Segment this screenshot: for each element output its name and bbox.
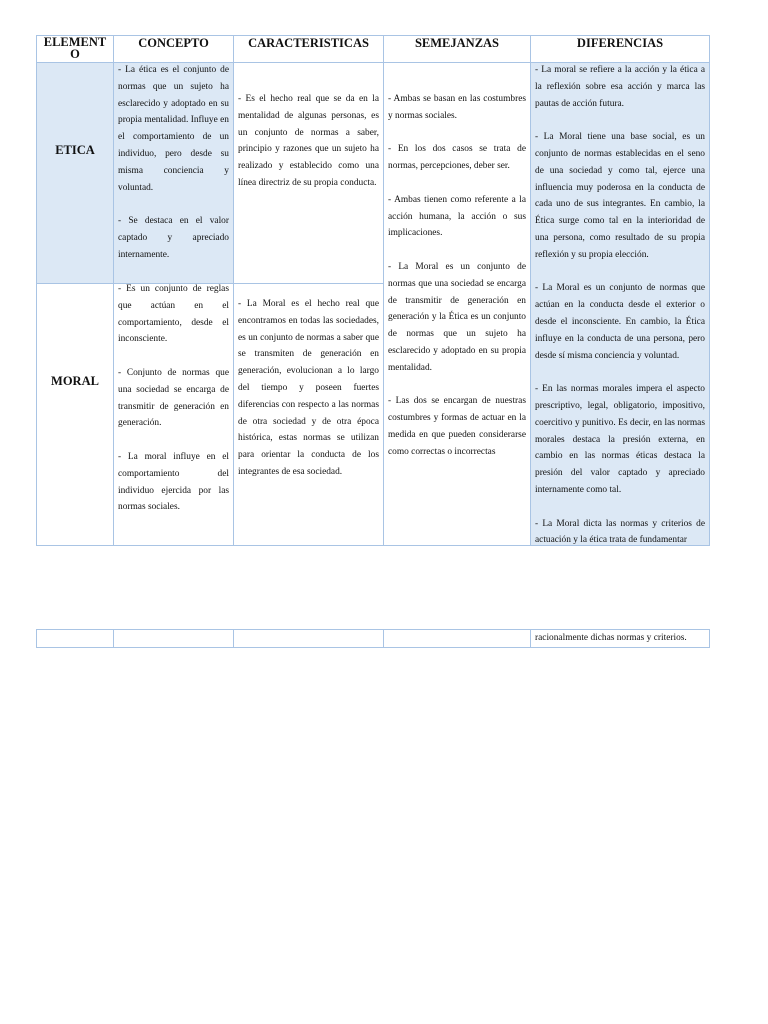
header-semejanzas: SEMEJANZAS — [414, 36, 500, 50]
row-label-etica: ETICA — [55, 143, 95, 157]
diferencias-p2: - La Moral tiene una base social, es un conjunto de normas establecidas en el seno de una sociedad y como tal, ejerce una influencia muy poderosa en la conducta de cada uno de sus integrantes. En cambio, la Ética surge como tal en la interioridad de una persona, como resultado de su propia reflexión y su propia elección. — [535, 132, 705, 260]
header-concepto: CONCEPTO — [138, 36, 209, 50]
semejanzas-p1: - Ambas se basan en las costumbres y normas sociales. — [388, 94, 526, 121]
diferencias-continuation: racionalmente dichas normas y criterios. — [535, 633, 687, 643]
etica-concepto-p1: - La ética es el conjunto de normas que un sujeto ha esclarecido y adoptado en su propia mentalidad. Influye en el comportamiento de un individuo, pero desde su misma conciencia y voluntad. — [118, 65, 229, 193]
row-label-moral: MORAL — [51, 374, 99, 388]
etica-label-cell — [37, 63, 113, 283]
comparison-table-continuation — [36, 629, 710, 648]
moral-concepto-p2: - Conjunto de normas que una sociedad se encarga de transmitir de generación en generación. — [118, 367, 229, 429]
diferencias-p4: - En las normas morales impera el aspecto prescriptivo, legal, obligatorio, impositivo, coercitivo y punitivo. Es decir, en las normas morales destaca la presión externa, en cambio en las normas éticas destaca la presión del valor captado y apreciado internamente como tal. — [535, 384, 705, 495]
etica-concepto — [114, 62, 233, 282]
moral-concepto-p1: - Es un conjunto de reglas que actúan en el comportamiento, desde el inconsciente. — [118, 284, 229, 345]
etica-caracteristicas-p1: - Es el hecho real que se da en la mentalidad de algunas personas, es un conjunto de normas a saber, principio y razones que un sujeto ha realizado y establecido como una línea directriz de su propia conducta. — [238, 94, 379, 188]
etica-caracteristicas — [234, 91, 383, 281]
moral-caracteristicas-p1: - La Moral es el hecho real que encontramos en todas las sociedades, es un conjunto de normas a saber que se transmiten de generación en generación, evolucionan a lo largo del tiempo y poseen fuertes diferencias con respecto a las normas de otra sociedad y de otra época histórica, estas normas se utilizan para orientar la conducta de los integrantes de esa sociedad. — [238, 299, 379, 477]
header-caracteristicas: CARACTERISTICAS — [248, 36, 369, 50]
semejanzas-p3: - Ambas tienen como referente a la acción humana, la acción o sus implicaciones. — [388, 194, 526, 239]
header-diferencias: DIFERENCIAS — [576, 36, 664, 50]
diferencias-p5: - La Moral dicta las normas y criterios de actuación y la ética trata de fundamentar — [535, 518, 705, 545]
header-elemento: ELEMENTO — [43, 35, 107, 61]
moral-concepto-p3: - La moral influye en el comportamiento del individuo ejercida por las normas sociales. — [118, 451, 229, 513]
semejanzas-cell — [384, 91, 530, 545]
diferencias-text — [531, 62, 709, 545]
diferencias-p1: - La moral se refiere a la acción y la ética a la reflexión sobre esa acción y marca las pautas de acción futura. — [535, 65, 705, 109]
semejanzas-p2: - En los dos casos se trata de normas, percepciones, deber ser. — [388, 144, 526, 172]
diferencias-p3: - La Moral es un conjunto de normas que actúan en la conducta desde el exterior o desde el inconsciente. En cambio, la Ética influye en la conducta de una persona, pero desde sí misma conciencia y voluntad. — [535, 283, 705, 361]
comparison-table — [36, 35, 710, 546]
semejanzas-p5: - Las dos se encargan de nuestras costumbres y formas de actuar en la medida en que pueden considerarse como correctas o incorrectas — [388, 396, 526, 457]
moral-concepto — [114, 281, 233, 545]
etica-concepto-p2: - Se destaca en el valor captado y apreciado internamente. — [118, 216, 229, 260]
semejanzas-p4: - La Moral es un conjunto de normas que una sociedad se encarga de transmitir de generación en generación y la Ética es un conjunto de normas que un sujeto ha esclarecido y adoptado en su propia mentalidad. — [388, 261, 526, 373]
moral-caracteristicas — [234, 296, 383, 545]
